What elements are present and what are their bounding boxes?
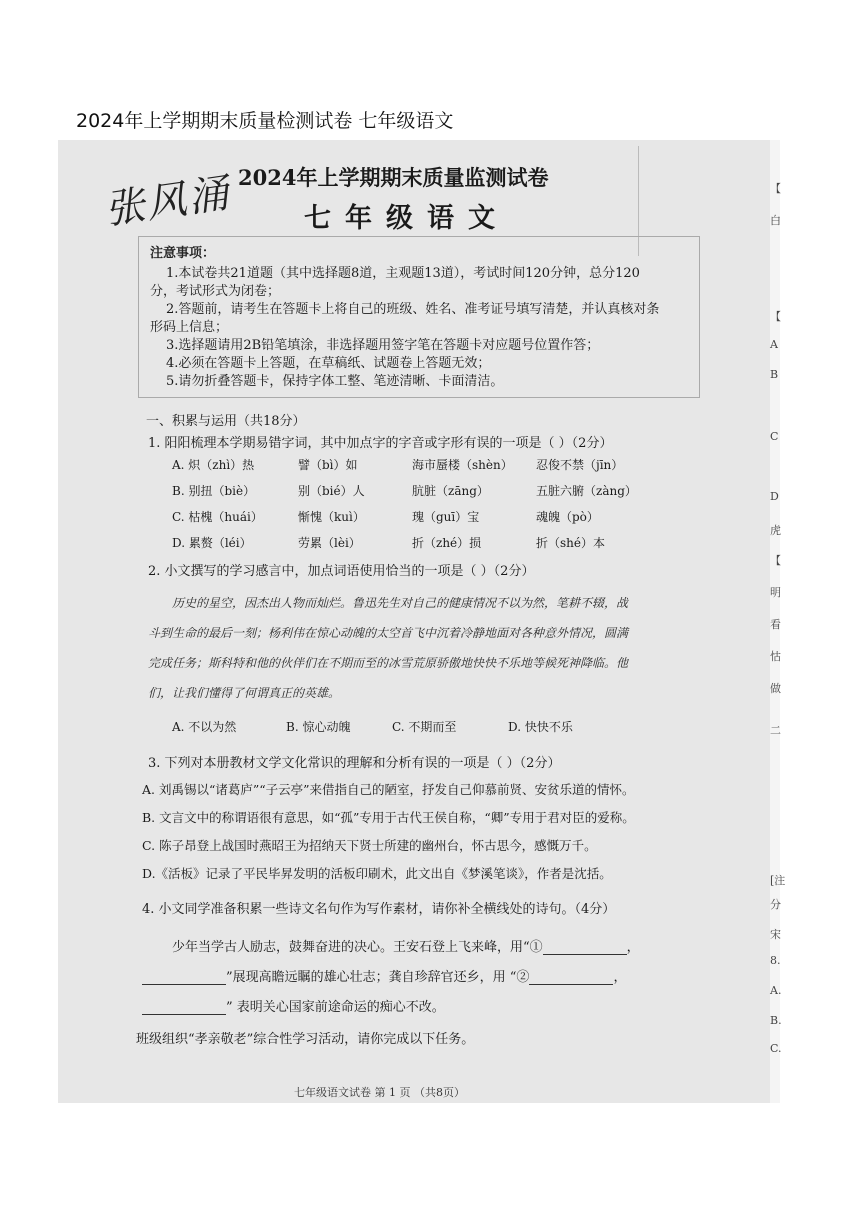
- q1-option: 惭愧（kuì）: [298, 510, 365, 524]
- exam-paper: [58, 140, 770, 1103]
- q2-passage-line: 完成任务；斯科特和他的伙伴们在不期而至的冰雪荒原骄傲地快快不乐地等候死神降临。他: [148, 656, 629, 670]
- strip-char: 做: [770, 682, 781, 695]
- q3-option: A. 刘禹锡以“诸葛庐”“子云亭”来借指自己的陋室，抒发自己仰慕前贤、安贫乐道的情怀。: [142, 782, 635, 797]
- q2-passage-line: 斗到生命的最后一刻；杨利伟在惊心动魄的太空首飞中沉着冷静地面对各种意外情况，圆满: [148, 626, 629, 640]
- answer-blank-2b[interactable]: [142, 1002, 226, 1015]
- notice-line: 5.请勿折叠答题卡，保持字体工整、笔迹清晰、卡面清洁。: [166, 374, 504, 389]
- question-1-stem: 1. 阳阳梳理本学期易错字词，其中加点字的字音或字形有误的一项是（ ）（2分）: [148, 436, 613, 451]
- strip-char: 怙: [770, 650, 781, 663]
- notice-line: 3.选择题请用2B铅笔填涂，非选择题用签字笔在答题卡对应题号位置作答；: [166, 338, 600, 353]
- strip-char: C.: [770, 1042, 782, 1055]
- question-4-stem: 4. 小文同学准备积累一些诗文名句作为写作素材，请你补全横线处的诗句。（4分）: [142, 902, 616, 917]
- q2-option: A. 不以为然: [172, 720, 237, 734]
- section-heading: 一、积累与运用（共18分）: [146, 414, 306, 429]
- notice-line: 形码上信息；: [150, 320, 229, 335]
- strip-char: 分: [770, 898, 781, 911]
- notice-line: 4.必须在答题卡上答题，在草稿纸、试题卷上答题无效；: [166, 356, 491, 371]
- exam-title: 2024年上学期期末质量监测试卷: [238, 165, 549, 190]
- notice-heading: 注意事项：: [150, 246, 216, 261]
- exam-subject: 七年级语文: [304, 203, 509, 234]
- q1-option: 譬（bì）如: [298, 458, 358, 472]
- q1-option: B. 别扭（biè）: [172, 484, 256, 498]
- q1-option: 折（zhé）损: [412, 536, 482, 550]
- strip-char: A.: [770, 984, 782, 997]
- strip-char: 明: [770, 586, 781, 599]
- strip-char: A: [770, 338, 778, 351]
- q2-option: C. 不期而至: [392, 720, 457, 734]
- q1-option: 劳累（lèi）: [298, 536, 361, 550]
- answer-blank-1a[interactable]: [543, 942, 627, 955]
- q1-option: 肮脏（zāng）: [412, 484, 489, 498]
- q2-passage-line: 历史的星空，因杰出人物而灿烂。鲁迅先生对自己的健康情况不以为然，笔耕不辍，战: [172, 596, 629, 610]
- strip-char: 【: [770, 554, 781, 567]
- q3-option: B. 文言文中的称谓语很有意思，如“孤”专用于古代王侯自称，“卿”专用于君对臣的爱称。: [142, 810, 635, 825]
- notice-line: 分，考试形式为闭卷；: [150, 284, 281, 299]
- q2-option: D. 快快不乐: [508, 720, 573, 734]
- handwritten-signature: 张风涌: [101, 170, 234, 234]
- notice-line: 2.答题前，请考生在答题卡上将自己的班级、姓名、准考证号填写清楚，并认真核对条: [166, 302, 660, 317]
- q1-option: 忍俊不禁（jīn）: [536, 458, 624, 472]
- strip-char: 宋: [770, 928, 781, 941]
- answer-blank-1b[interactable]: [142, 972, 226, 985]
- q3-option: C. 陈子昂登上战国时燕昭王为招纳天下贤士所建的幽州台，怀古思今，感慨万千。: [142, 838, 597, 853]
- strip-char: 虎: [770, 524, 781, 537]
- q4-line: 少年当学古人励志，鼓舞奋进的决心。王安石登上飞来峰，用“① ，: [172, 940, 640, 955]
- q1-option: A. 炽（zhì）热: [172, 458, 255, 472]
- next-page-strip: [770, 140, 786, 1103]
- q1-option: 瑰（guī）宝: [412, 510, 480, 524]
- answer-blank-2a[interactable]: [529, 972, 613, 985]
- strip-char: D: [770, 490, 779, 503]
- q1-option: 折（shé）本: [536, 536, 605, 550]
- strip-char: 【: [770, 310, 781, 323]
- question-2-stem: 2. 小文撰写的学习感言中，加点词语使用恰当的一项是（ ）（2分）: [148, 564, 535, 579]
- strip-char: 看: [770, 618, 781, 631]
- q4-line: ”展现高瞻远瞩的雄心壮志；龚自珍辞官还乡，用 “② ，: [142, 966, 626, 985]
- q2-passage-line: 们，让我们懂得了何谓真正的英雄。: [148, 686, 341, 700]
- q1-option: D. 累赘（léi）: [172, 536, 252, 550]
- q1-option: 五脏六腑（zàng）: [536, 484, 637, 498]
- strip-char: B.: [770, 1014, 782, 1027]
- q1-option: 魂魄（pò）: [536, 510, 599, 524]
- q4-line-text: ”展现高瞻远瞩的雄心壮志；龚自珍辞官还乡，用 “②: [226, 970, 530, 985]
- q4-line: [142, 996, 445, 1015]
- question-3-stem: 3. 下列对本册教材文学文化常识的理解和分析有误的一项是（ ）（2分）: [148, 756, 561, 771]
- notice-line: 1.本试卷共21道题（其中选择题8道，主观题13道），考试时间120分钟，总分120: [166, 266, 640, 281]
- strip-char: B: [770, 368, 779, 381]
- page-footer: 七年级语文试卷 第 1 页 （共8页）: [294, 1086, 465, 1099]
- strip-char: 8.: [770, 954, 781, 967]
- page-title: 2024年上学期期末质量检测试卷 七年级语文: [76, 110, 454, 132]
- strip-char: 二: [770, 724, 781, 737]
- exam-photo: [58, 140, 786, 1103]
- strip-char: 白: [770, 214, 781, 227]
- activity-intro: 班级组织“孝亲敬老”综合性学习活动，请你完成以下任务。: [136, 1032, 475, 1047]
- q2-option: B. 惊心动魄: [286, 720, 351, 734]
- q1-option: 别（bié）人: [298, 484, 365, 498]
- strip-char: 【: [770, 182, 781, 195]
- strip-char: C: [770, 430, 779, 443]
- q3-option: D.《活板》记录了平民毕昇发明的活板印刷术，此文出自《梦溪笔谈》，作者是沈括。: [142, 866, 612, 881]
- q1-option: C. 枯槐（huái）: [172, 510, 263, 524]
- q4-line-text: ” 表明关心国家前途命运的痴心不改。: [226, 1000, 445, 1015]
- q4-line-text: 少年当学古人励志，鼓舞奋进的决心。王安石登上飞来峰，用“①: [172, 940, 543, 955]
- strip-char: [注: [770, 874, 786, 887]
- q1-option: 海市蜃楼（shèn）: [412, 458, 513, 472]
